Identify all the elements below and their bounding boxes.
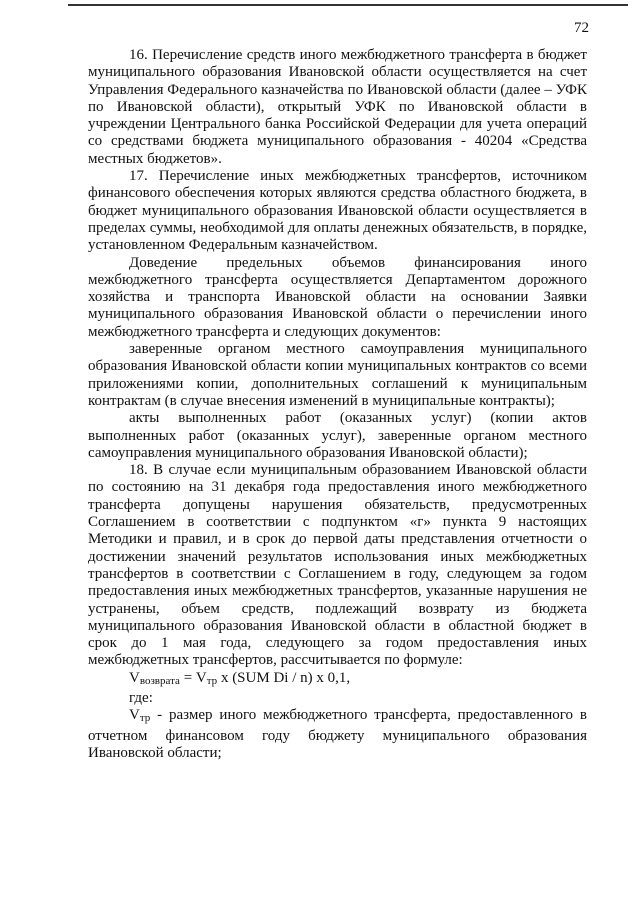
vtr-sub: тр (139, 712, 151, 725)
vtr-text: - размер иного межбюджетного трансферта, предоставленного в отчетном финансовом году бюджету муниципального образования Ивановской области; (88, 707, 587, 761)
paragraph-work-acts: акты выполненных работ (оказанных услуг) (копии актов выполненных работ (оказанных услуг), заверенные органом местного самоуправления муниципального образования Ивановской области); (88, 410, 587, 461)
paragraph-contracts-copies: заверенные органом местного самоуправления муниципального образования Ивановской области копии муниципальных контрактов со всеми приложениями копии, дополнительных соглашений к муниципальным контрактам (в случае внесения изменений в муниципальные контракты); (88, 341, 587, 409)
document-body (88, 47, 587, 762)
formula (88, 670, 587, 690)
vtr-v: V (129, 707, 140, 724)
paragraph-17: 17. Перечисление иных межбюджетных трансфертов, источником финансового обеспечения которых являются средства областного бюджета, в бюджет муниципального образования Ивановской области осуществляется в пределах суммы, необходимой для оплаты денежных обязательств, в порядке, установленном Федеральным казначейством. (88, 168, 587, 254)
where-label: где: (129, 689, 153, 706)
top-border-line (68, 4, 628, 6)
formula-sub-tr: тр (206, 674, 218, 687)
formula-equals: = V (179, 669, 207, 686)
page-number: 72 (574, 20, 589, 36)
vtr-definition (88, 707, 587, 762)
paragraph-16: 16. Перечисление средств иного межбюджетного трансферта в бюджет муниципального образования Ивановской области осуществляется на счет Управления Федерального казначейства по Ивановской области (далее – УФК по Ивановской области), открытый УФК по Ивановской области в учреждении Центрального банка Российской Федерации для учета операций со средствами бюджета муниципального образования - 40204 «Средства местных бюджетов». (88, 47, 587, 167)
paragraph-18: 18. В случае если муниципальным образованием Ивановской области по состоянию на 31 декабря года предоставления иного межбюджетного трансферта допущены нарушения обязательств, предусмотренных Соглашением в соответствии с подпунктом «г» пункта 9 настоящих Методики и правил, и в срок до первой даты представления отчетности о достижении значений результатов использования иных межбюджетных трансфертов в соответствии с Соглашением в году, следующем за годом предоставления иных межбюджетных трансфертов, указанные нарушения не устранены, объем средств, подлежащий возврату из бюджета муниципального образования Ивановской области в областной бюджет в срок до 1 мая года, следующего за годом предоставления иных межбюджетных трансфертов, рассчитывается по формуле: (88, 462, 587, 669)
formula-sub-vozvrata: возврата (139, 674, 180, 687)
formula-v: V (129, 669, 140, 686)
paragraph-funding: Доведение предельных объемов финансирования иного межбюджетного трансферта осуществляется Департаментом дорожного хозяйства и транспорта Ивановской области на основании Заявки муниципального образования Ивановской области о перечислении иного межбюджетного трансферта и следующих документов: (88, 254, 587, 340)
formula-rest: x (SUM Di / n) x 0,1, (217, 669, 351, 686)
